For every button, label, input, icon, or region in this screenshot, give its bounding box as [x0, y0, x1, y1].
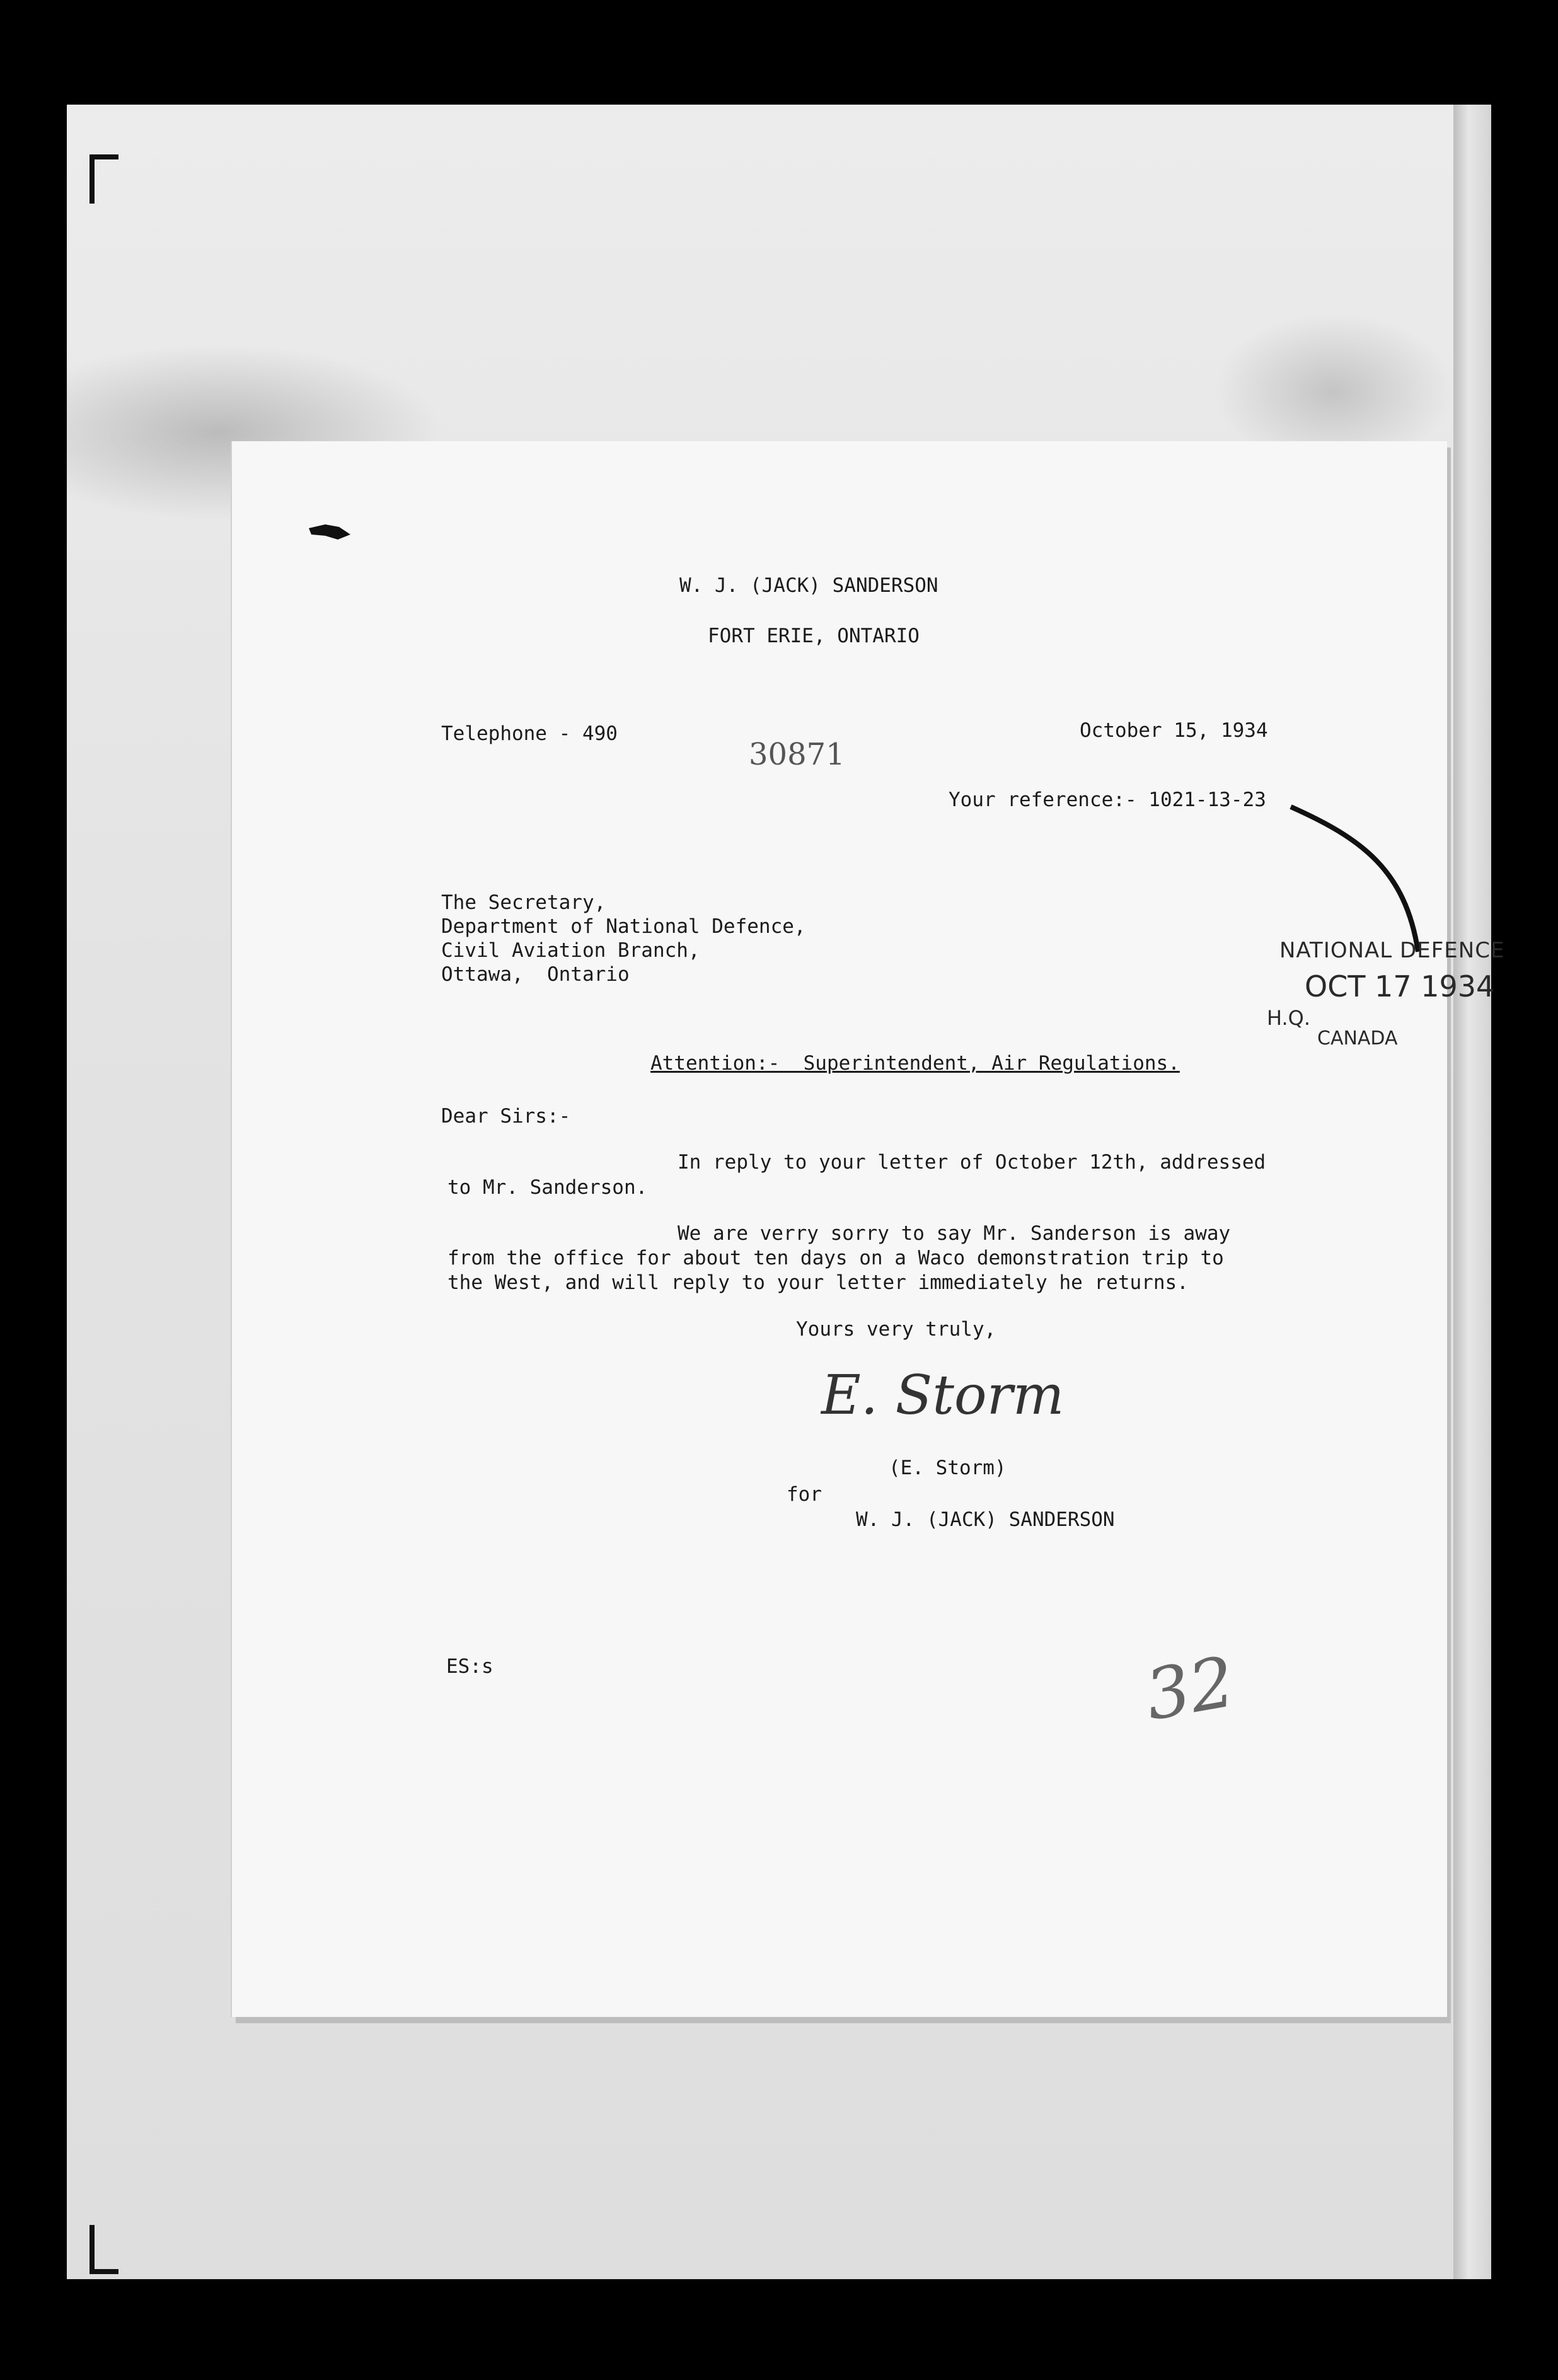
- ink-blot-icon: [306, 516, 357, 547]
- received-stamp: [1261, 933, 1505, 1059]
- letterhead-name: W. J. (JACK) SANDERSON: [679, 574, 938, 597]
- letterhead-location: FORT ERIE, ONTARIO: [708, 625, 920, 647]
- stamp-line: NATIONAL DEFENCE: [1279, 938, 1505, 963]
- stamp-line: CANADA: [1317, 1027, 1398, 1049]
- stamp-line: H.Q.: [1267, 1006, 1311, 1030]
- recipient-line: The Secretary,: [441, 891, 606, 914]
- crop-mark-bottom-left: [89, 2225, 118, 2274]
- body-line: We are verry sorry to say Mr. Sanderson is away: [678, 1222, 1231, 1245]
- telephone: Telephone - 490: [441, 722, 618, 745]
- closing: Yours very truly,: [796, 1318, 996, 1341]
- crop-mark-top-left: [89, 154, 118, 204]
- recipient-line: Department of National Defence,: [441, 915, 806, 938]
- binding-edge: [1453, 105, 1491, 2279]
- signer-name: (E. Storm): [889, 1457, 1007, 1479]
- for-name: W. J. (JACK) SANDERSON: [856, 1508, 1115, 1531]
- attention-line: Attention:- Superintendent, Air Regulations.: [650, 1052, 1180, 1075]
- body-line: to Mr. Sanderson.: [447, 1176, 648, 1199]
- typist-initials: ES:s: [446, 1655, 493, 1678]
- recipient-line: Ottawa, Ontario: [441, 963, 630, 986]
- reference-line: Your reference:- 1021-13-23: [949, 789, 1266, 811]
- margin-note: 32: [1139, 1641, 1241, 1736]
- letter-date: October 15, 1934: [1080, 719, 1268, 742]
- for-label: for: [787, 1483, 822, 1506]
- letter-page: [232, 441, 1447, 2017]
- salutation: Dear Sirs:-: [441, 1105, 571, 1128]
- recipient-line: Civil Aviation Branch,: [441, 939, 700, 962]
- body-line: from the office for about ten days on a Waco demonstration trip to: [447, 1247, 1224, 1269]
- stamp-date: OCT 17 1934: [1305, 969, 1495, 1003]
- file-number-stamp: 30871: [749, 737, 845, 772]
- signature: E. Storm: [821, 1364, 1065, 1427]
- body-line: In reply to your letter of October 12th, addressed: [678, 1151, 1266, 1174]
- body-line: the West, and will reply to your letter immediately he returns.: [447, 1271, 1189, 1294]
